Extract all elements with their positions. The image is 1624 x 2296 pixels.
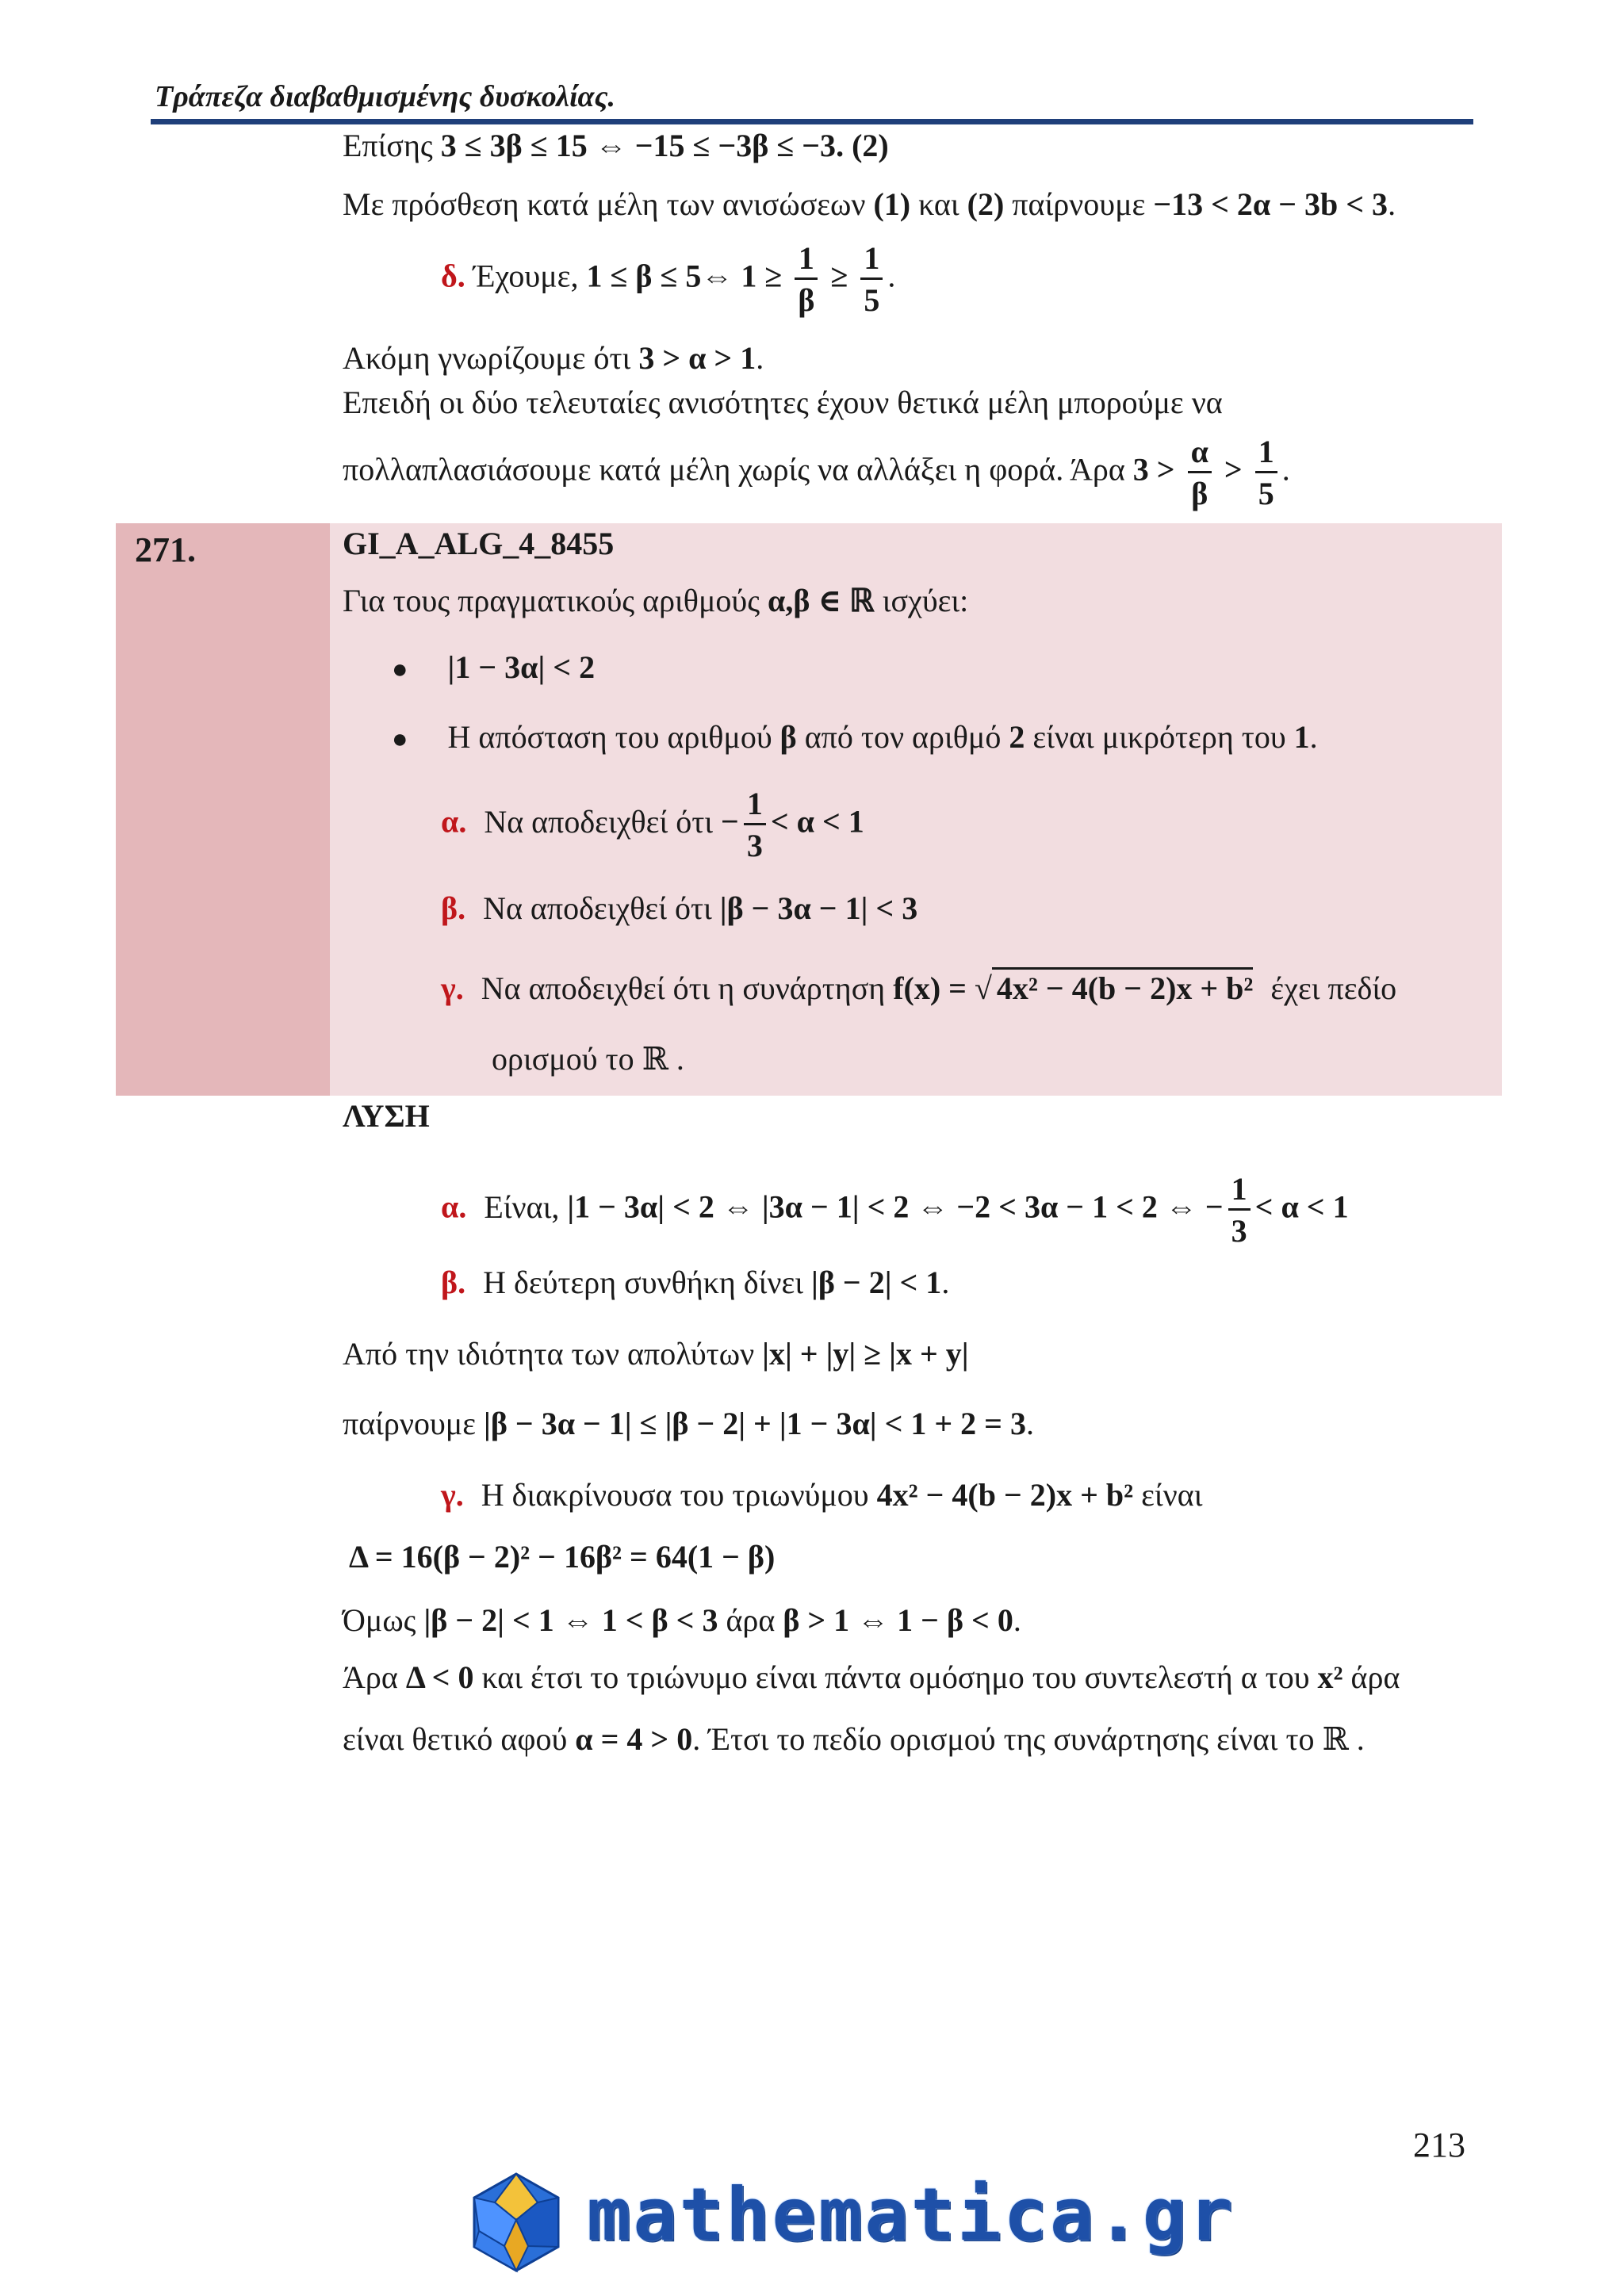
label-delta: δ. [441,258,465,294]
bullet-item-2: ● Η απόσταση του αριθμού β από τον αριθμό 2 είναι μικρότερη του 1. [392,719,1318,755]
solution-property: Από την ιδιότητα των απολύτων |x| + |y| ≥ |x + y| [343,1336,969,1372]
fraction: $\frac{1}{3}$ [1228,1173,1251,1247]
question-gamma-line2: ορισμού το ℝ . [492,1041,684,1077]
solution-omos: Όμως |β − 2| < 1 ⇔ 1 < β < 3 άρα β > 1 ⇔ 1 − β < 0. [343,1602,1021,1638]
exercise-intro: Για τους πραγματικούς αριθμούς α,β ∈ ℝ ισχύει: [343,583,969,618]
sqrt-sign: √ [974,970,992,1006]
site-logo-text: mathematica.gr [587,2172,1235,2257]
exercise-number: 271. [135,530,196,569]
exercise-code: GI_A_ALG_4_8455 [343,526,615,561]
solution-result: παίρνουμε |β − 3α − 1| ≤ |β − 2| + |1 − 3α| < 1 + 2 = 3. [343,1406,1034,1441]
line-epeidi: Επειδή οι δύο τελευταίες ανισότητες έχουν θετικά μέλη μπορούμε να [343,385,1223,420]
solution-ara: Άρα Δ < 0 και έτσι το τριώνυμο είναι πάντα ομόσημο του συντελεστή α του x² άρα [343,1659,1400,1695]
sqrt-radicand: 4x² − 4(b − 2)x + b² [992,967,1254,1008]
exercise-number-cell [116,523,330,1096]
page-number: 213 [1413,2126,1465,2164]
question-beta: β. Να αποδειχθεί ότι |β − 3α − 1| < 3 [441,890,918,926]
line-prosthesi: Με πρόσθεση κατά μέλη των ανισώσεων (1) και (2) παίρνουμε −13 < 2α − 3b < 3. [343,186,1396,222]
math-sum: −13 < 2α − 3b < 3 [1153,186,1388,222]
bullet-icon: ● [392,655,408,684]
solution-final: είναι θετικό αφού α = 4 > 0. Έτσι το πεδίο ορισμού της συνάρτησης είναι το ℝ . [343,1721,1365,1757]
line-akomi: Ακόμη γνωρίζουμε ότι 3 > α > 1. [343,340,764,376]
line-pollaplasiasoume: πολλαπλασιάσουμε κατά μέλη χωρίς να αλλάξει η φορά. Άρα 3 > $\frac{\alpha}{\beta}$ > $\frac{1}{5}$ . [343,434,1290,511]
line-episis: Επίσης 3 ≤ 3β ≤ 15 ⇔ −15 ≤ −3β ≤ −3. (2) [343,128,889,163]
question-alpha: α. Να αποδειχθεί ότι − $\frac{1}{3}$ < α < 1 [441,786,864,863]
part-delta: δ. Έχουμε, 1 ≤ β ≤ 5⇔ 1 ≥ $\frac{1}{\beta}$ ≥ $\frac{1}{5}$ . [441,240,896,318]
fraction: $\frac{1}{5}$ [1255,436,1277,510]
solution-alpha: α. Είναι, |1 − 3α| < 2 ⇔ |3α − 1| < 2 ⇔ −2 < 3α − 1 < 2 ⇔ − $\frac{1}{3}$ < α < 1 [441,1171,1349,1249]
discriminant: Δ = 16(β − 2)² − 16β² = 64(1 − β) [349,1539,776,1575]
running-header: Τράπεζα διαβαθμισμένης δυσκολίας. [155,80,616,113]
solution-gamma: γ. Η διακρίνουσα του τριωνύμου 4x² − 4(b − 2)x + b² είναι [441,1477,1203,1513]
question-gamma: γ. Να αποδειχθεί ότι η συνάρτηση f(x) = √ 4x² − 4(b − 2)x + b² έχει πεδίο [441,967,1396,1008]
math-episis: 3 ≤ 3β ≤ 15 ⇔ −15 ≤ −3β ≤ −3 [440,128,837,163]
bullet-icon: ● [392,725,408,754]
bullet-item-1: ● |1 − 3α| < 2 [392,649,596,685]
fraction: $\frac{\alpha}{\beta}$ [1188,436,1212,510]
polyhedron-logo-icon [465,2171,568,2278]
solution-beta: β. Η δεύτερη συνθήκη δίνει |β − 2| < 1. [441,1265,950,1300]
solution-heading: ΛΥΣΗ [343,1098,430,1134]
fraction: $\frac{1}{5}$ [860,243,883,316]
header-rule [151,119,1473,124]
fraction: $\frac{1}{\beta}$ [795,243,818,316]
fraction: $\frac{1}{3}$ [744,788,766,862]
